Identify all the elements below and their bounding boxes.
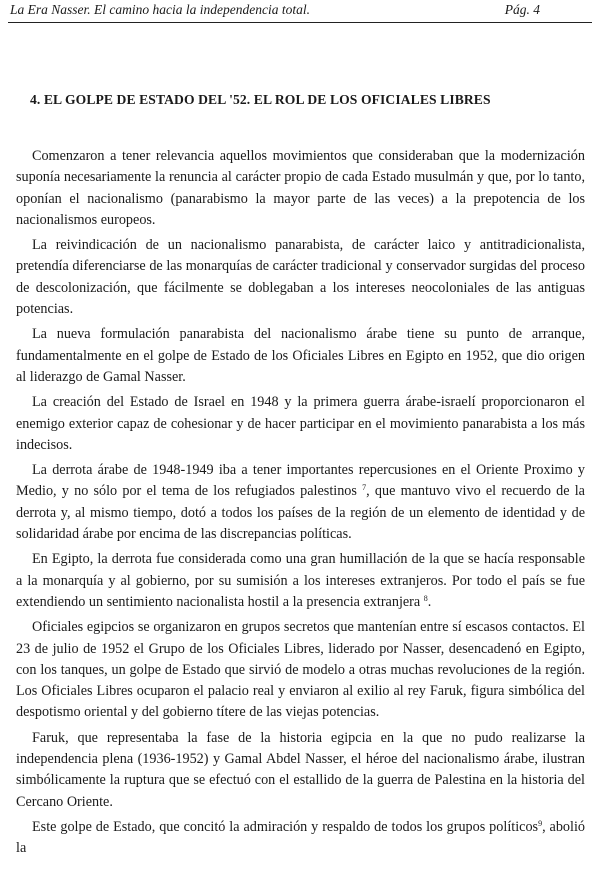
footnote-ref[interactable]: 9: [538, 818, 543, 828]
footnote-ref[interactable]: 8: [423, 593, 428, 603]
paragraph: En Egipto, la derrota fue considerada como una gran humillación de la que se hacía responsable a la monarquía y al gobierno, por su sumisión a los intereses extranjeros. Por todo el país se fue extendiendo un sentimiento nacionalista hostil a la presencia extranjera $^8$.: [16, 551, 585, 610]
body-text: [16, 146, 585, 864]
running-header-title: La Era Nasser. El camino hacia la independencia total.: [10, 2, 310, 17]
paragraph: La nueva formulación panarabista del nacionalismo árabe tiene su punto de arranque, fundamentalmente en el golpe de Estado de los Oficiales Libres en Egipto en 1952, que dio origen al liderazgo de Gamal Nasser.: [16, 326, 585, 385]
paragraph: Oficiales egipcios se organizaron en grupos secretos que mantenían entre sí escasos contactos. El 23 de julio de 1952 el Grupo de los Oficiales Libres, liderado por Nasser, desencadenó en Egipto, con los tanques, un golpe de Estado que sirvió de modelo a otras muchas revoluciones de la región. Los Oficiales Libres ocuparon el palacio real y enviaron al exilio al rey Faruk, figura simbólica del despotismo oriental y del gobierno títere de las viejas potencias.: [16, 619, 585, 721]
footnote-ref[interactable]: 7: [362, 483, 367, 493]
paragraph: Comenzaron a tener relevancia aquellos movimientos que consideraban que la modernización suponía necesariamente la renuncia al carácter propio de cada Estado musulmán y que, por lo tanto, oponían el nacionalismo (panarabismo la mayor parte de las veces) a la prepotencia de los nacionalismos europeos.: [16, 148, 585, 228]
paragraph: La creación del Estado de Israel en 1948 y la primera guerra árabe-israelí proporcionaron el enemigo exterior capaz de cohesionar y de hacer participar en el movimiento panarabista a los más indecisos.: [16, 394, 585, 453]
page-number: Pág. 4: [504, 2, 540, 17]
paragraph: Este golpe de Estado, que concitó la admiración y respaldo de todos los grupos políticos$^9$, abolió la: [16, 818, 585, 857]
paragraph: La derrota árabe de 1948-1949 iba a tener importantes repercusiones en el Oriente Proximo y Medio, y no sólo por el tema de los refugiados palestinos $^7$, que mantuvo vivo el recuerdo de la derrota y, al mismo tiempo, dotó a todos los países de la región de un elemento de identidad y de solidaridad árabe por encima de las discrepancias políticas.: [16, 462, 585, 543]
section-heading: 4. EL GOLPE DE ESTADO DEL '52. EL ROL DE LOS OFICIALES LIBRES: [30, 92, 491, 107]
running-header: [8, 0, 592, 23]
paragraph: Faruk, que representaba la fase de la historia egipcia en la que no pudo realizarse la independencia plena (1936-1952) y Gamal Abdel Nasser, el héroe del nacionalismo árabe, ilustran simbólicamente la ruptura que se efectuó con el estallido de la guerra de Palestina en la historia del Cercano Oriente.: [16, 729, 585, 810]
paragraph: La reivindicación de un nacionalismo panarabista, de carácter laico y antitradicionalista, pretendía diferenciarse de las monarquías de carácter tradicional y conservador surgidas del proceso de descolonización, que fácilmente se doblegaban a los intereses neocoloniales de las antiguas potencias.: [16, 237, 585, 318]
